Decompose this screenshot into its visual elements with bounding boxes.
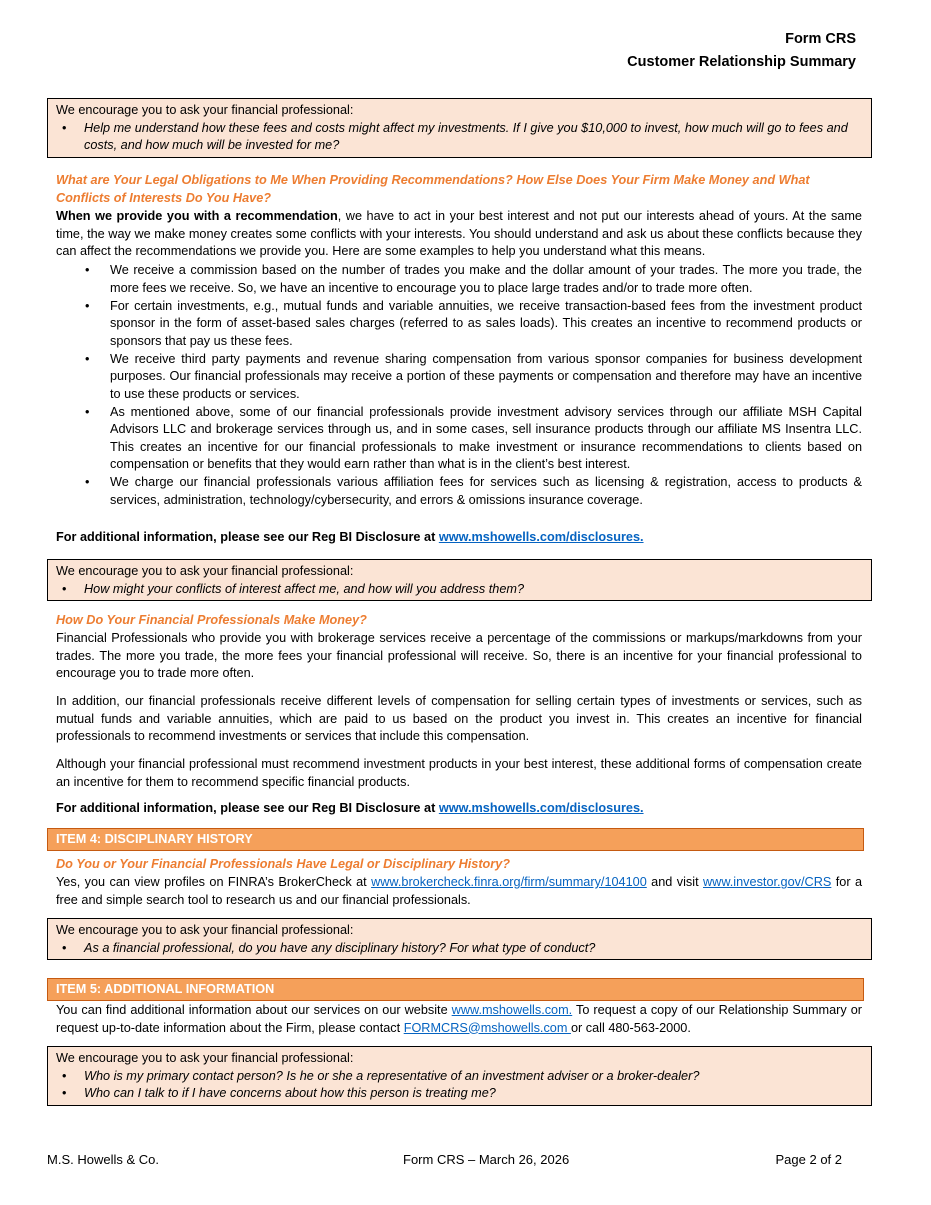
disciplinary-text-part: for a free and simple search tool to research us and our financial professionals. xyxy=(56,875,863,907)
ask-intro: We encourage you to ask your financial professional: xyxy=(56,923,354,937)
money-paragraph: Although your financial professional must recommend investment products in your best interest, these additional forms of compensation create an incentive for them to recommend specific financial products. xyxy=(56,757,862,789)
website-link[interactable]: www.mshowells.com. xyxy=(451,1003,573,1017)
ask-question: • Who can I talk to if I have concerns about how this person is treating me? xyxy=(56,1085,863,1103)
list-item: • For certain investments, e.g., mutual funds and variable annuities, we receive transaction-based fees from the investment product sponsor in the form of asset-based sales charges (referred to as sales loads). This creates an incentive to recommend products or sponsors that pay us these fees. xyxy=(110,298,862,351)
item5-text-part: You can find additional information about our services on our website xyxy=(56,1003,452,1017)
disciplinary-text-part: and visit xyxy=(646,875,703,889)
list-item: • We receive third party payments and revenue sharing compensation from various sponsor companies for business development purposes. Our financial professionals may receive a portion of these payments or compensation and therefore may have an incentive to use these products or services. xyxy=(110,351,862,404)
brokercheck-link[interactable]: www.brokercheck.finra.org/firm/summary/104100 xyxy=(371,875,647,889)
disclosures-link[interactable]: www.mshowells.com/disclosures. xyxy=(438,801,644,815)
conflicts-heading: What are Your Legal Obligations to Me When Providing Recommendations? How Else Does Your Firm Make Money and What Conflicts of Interests Do You Have? xyxy=(56,173,810,205)
money-paragraph: Financial Professionals who provide you with brokerage services receive a percentage of the commissions or markups/markdowns from your trades. The more you trade, the more fees your financial professional will receive. So, there is an incentive for your financial professional to encourage you to trade more often. xyxy=(56,631,862,680)
list-item: • We receive a commission based on the number of trades you make and the dollar amount of your trades. The more you trade, the more fees we receive. So, we have an incentive to encourage you to place large trades and/or to trade more often. xyxy=(110,262,862,297)
disciplinary-text-part: Yes, you can view profiles on FINRA’s BrokerCheck at xyxy=(56,875,372,889)
additional-info-text-block xyxy=(56,1002,862,1037)
item5-text-part: or call 480-563-2000. xyxy=(570,1020,691,1035)
money-heading: How Do Your Financial Professionals Make Money? xyxy=(56,613,367,627)
ask-question: • As a financial professional, do you have any disciplinary history? For what type of conduct? xyxy=(56,940,863,958)
disclosures-link[interactable]: www.mshowells.com/disclosures. xyxy=(438,530,644,544)
item5-text-part: To request a copy of our Relationship Summary or request up-to-date information about the Firm, please contact xyxy=(56,1003,863,1035)
ask-intro: We encourage you to ask your financial professional: xyxy=(56,103,354,117)
ask-question: • Who is my primary contact person? Is he or she a representative of an investment adviser or a broker-dealer? xyxy=(56,1068,863,1086)
ask-box-fees xyxy=(47,98,872,158)
ask-question: • How might your conflicts of interest affect me, and how will you address them? xyxy=(56,581,863,599)
money-paragraph: In addition, our financial professionals receive different levels of compensation for selling certain types of investments or services, such as mutual funds and variable annuities, which are paid to us based on the product you invest in. This creates an incentive for financial professionals to recommend investments or services that include this compensation. xyxy=(56,694,862,743)
form-title: Form CRS xyxy=(785,31,856,47)
list-item: • As mentioned above, some of our financial professionals provide investment advisory services through our affiliate MSH Capital Advisors LLC and brokerage services through us, and in some cases, sell insurance products through our affiliate MS Insentra LLC. This creates an incentive for our financial professionals to make investment or insurance recommendations to clients based on compensation or benefits that they would earn rather than what is in the client’s best interest. xyxy=(110,404,862,474)
footer-form-date: Form CRS – March 26, 2026 xyxy=(403,1152,570,1167)
additional-info-text: For additional information, please see our Reg BI Disclosure at xyxy=(56,530,436,544)
ask-box-disciplinary xyxy=(47,918,872,960)
footer-firm: M.S. Howells & Co. xyxy=(47,1152,159,1167)
ask-intro: We encourage you to ask your financial professional: xyxy=(56,1051,354,1065)
lead-bold: When we provide you with a recommendation xyxy=(56,209,338,223)
additional-info-text: For additional information, please see our Reg BI Disclosure at xyxy=(56,801,436,815)
item5-bar: ITEM 5: ADDITIONAL INFORMATION xyxy=(47,978,864,1001)
additional-info-2 xyxy=(56,800,644,818)
ask-box-contact xyxy=(47,1046,872,1106)
conflicts-lead xyxy=(56,208,862,261)
item4-bar: ITEM 4: DISCIPLINARY HISTORY xyxy=(47,828,864,851)
disciplinary-heading: Do You or Your Financial Professionals Have Legal or Disciplinary History? xyxy=(56,857,511,871)
form-subtitle: Customer Relationship Summary xyxy=(627,54,856,70)
email-link[interactable]: FORMCRS@mshowells.com xyxy=(403,1020,571,1035)
ask-intro: We encourage you to ask your financial professional: xyxy=(56,564,354,578)
footer-page-number: Page 2 of 2 xyxy=(775,1152,842,1167)
ask-question: • Help me understand how these fees and costs might affect my investments. If I give you $10,000 to invest, how much will go to fees and costs, and how much will be invested for me? xyxy=(56,120,863,155)
page-header xyxy=(627,28,856,74)
disciplinary-text xyxy=(56,874,862,909)
lead-rest: , we have to act in your best interest and not put our interests ahead of yours. At the same time, the way we make money creates some conflicts with your interests. You should understand and ask us about these conflicts because they can affect the recommendations we provide you. Here are some examples to help you understand what this means. xyxy=(56,209,862,258)
list-item: • We charge our financial professionals various affiliation fees for services such as licensing & registration, access to products & services, administration, technology/cybersecurity, and errors & omissions insurance coverage. xyxy=(110,474,862,509)
additional-info-1 xyxy=(56,529,644,547)
ask-box-conflicts xyxy=(47,559,872,601)
investor-gov-link[interactable]: www.investor.gov/CRS xyxy=(703,875,832,889)
conflicts-list xyxy=(110,262,862,510)
